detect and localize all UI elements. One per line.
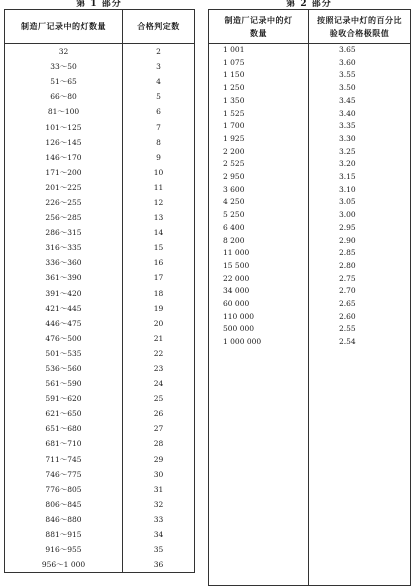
part1-acceptance-number-cell: 19 (153, 303, 164, 313)
part2-lamp-count-cell: 6 400 (209, 222, 309, 235)
part1-table-row (5, 346, 195, 361)
part1-lamp-count-cell: 336～360 (5, 255, 123, 270)
part1-acceptance-number-cell: 28 (153, 439, 164, 449)
part1-lamp-count-cell: 916～955 (5, 542, 123, 557)
part2-table-row (209, 158, 411, 171)
part1-table-row (5, 240, 195, 255)
part1-table-row (5, 270, 195, 285)
part1-table-row (5, 406, 195, 421)
part1-lamp-count-cell: 476～500 (5, 331, 123, 346)
part1-lamp-count-cell: 201～225 (5, 180, 123, 195)
part2-table-row (209, 222, 411, 235)
part2-lamp-count-cell: 1 350 (209, 95, 309, 108)
part2-acceptance-limit-cell: 3.10 (339, 184, 356, 194)
part1-table-row (5, 180, 195, 195)
part1-lamp-count-cell: 536～560 (5, 361, 123, 376)
part1-table-row (5, 286, 195, 301)
part1-acceptance-number-cell: 20 (153, 318, 164, 328)
part1-lamp-count-cell: 621～650 (5, 406, 123, 421)
part1-acceptance-number-cell: 13 (153, 213, 164, 223)
part1-lamp-count-cell: 81～100 (5, 104, 123, 119)
part1-acceptance-number-cell: 22 (153, 348, 164, 358)
part1-table-row (5, 361, 195, 376)
part1-table-row (5, 467, 195, 482)
part1-acceptance-number-cell: 4 (156, 77, 161, 87)
part2-table-row (209, 235, 411, 248)
part1-table-row (5, 316, 195, 331)
part2-acceptance-limit-cell: 2.60 (339, 311, 356, 321)
part2-acceptance-limit-cell: 3.15 (339, 172, 356, 182)
part1-lamp-count-cell: 171～200 (5, 165, 123, 180)
part2-lamp-count-cell: 1 700 (209, 120, 309, 133)
part2-acceptance-limit-cell: 3.30 (339, 133, 356, 143)
part1-lamp-count-cell: 101～125 (5, 119, 123, 134)
part1-table-row (5, 557, 195, 573)
part2-table-row (209, 171, 411, 184)
part1-table-row (5, 210, 195, 225)
part2-lamp-count-cell: 1 150 (209, 69, 309, 82)
part2-lamp-count-cell: 8 200 (209, 235, 309, 248)
part1-lamp-count-cell: 361～390 (5, 270, 123, 285)
part2-acceptance-limit-cell: 2.80 (339, 260, 356, 270)
part1-lamp-count-cell: 746～775 (5, 467, 123, 482)
part2-lamp-count-cell: 1 525 (209, 108, 309, 121)
part1-header-acceptance-number: 合格判定数 (123, 10, 195, 44)
part1-lamp-count-cell: 126～145 (5, 135, 123, 150)
part2-table-row (209, 95, 411, 108)
part2-lamp-count-cell: 11 000 (209, 247, 309, 260)
part2-acceptance-limit-cell: 2.85 (339, 248, 356, 258)
part2-acceptance-limit-cell: 2.70 (339, 286, 356, 296)
part1-table-row (5, 135, 195, 150)
part2-table-row (209, 209, 411, 222)
part1-table-row (5, 225, 195, 240)
part1-lamp-count-cell: 956～1 000 (5, 557, 123, 573)
part1-lamp-count-cell: 681～710 (5, 436, 123, 451)
part1-lamp-count-cell: 591～620 (5, 391, 123, 406)
part2-table-row (209, 146, 411, 159)
part1-table-row (5, 195, 195, 210)
part2-acceptance-limit-cell: 3.45 (339, 95, 356, 105)
part2-lamp-count-cell: 1 250 (209, 82, 309, 95)
part2-lamp-count-cell: 15 500 (209, 260, 309, 273)
part1-table-row (5, 301, 195, 316)
part1-acceptance-number-cell: 8 (156, 137, 161, 147)
part1-lamp-count-cell: 146～170 (5, 150, 123, 165)
part1-table-row (5, 376, 195, 391)
part2-empty-cell (209, 349, 309, 586)
part1-table-row (5, 482, 195, 497)
part2-lamp-count-cell: 1 001 (209, 44, 309, 57)
part1-table-row (5, 331, 195, 346)
part2-lamp-count-cell: 500 000 (209, 323, 309, 336)
part1-table-row (5, 74, 195, 89)
part1-acceptance-number-cell: 36 (153, 560, 164, 570)
part2-table-row (209, 184, 411, 197)
part2-table-row (209, 196, 411, 209)
part1-acceptance-number-cell: 12 (153, 197, 164, 207)
part1-acceptance-number-cell: 2 (156, 47, 161, 57)
part1-acceptance-number-cell: 25 (153, 394, 164, 404)
part1-table-row (5, 527, 195, 542)
part2-lamp-count-cell: 60 000 (209, 298, 309, 311)
part2-table-row (209, 285, 411, 298)
part1-table-row (5, 452, 195, 467)
part2-acceptance-limit-cell: 3.60 (339, 57, 356, 67)
part2-lamp-count-cell: 1 000 000 (209, 336, 309, 349)
part1-lamp-count-cell: 421～445 (5, 301, 123, 316)
part1-acceptance-number-cell: 17 (153, 273, 164, 283)
part2-lamp-count-cell: 2 200 (209, 146, 309, 159)
part2-title: 第 2 部分 (286, 0, 332, 9)
part1-acceptance-number-cell: 11 (153, 182, 164, 192)
part2-table-row (209, 311, 411, 324)
part1-acceptance-number-cell: 30 (153, 469, 164, 479)
part2-lamp-count-cell: 4 250 (209, 196, 309, 209)
part1-acceptance-number-cell: 10 (153, 167, 164, 177)
part2-lamp-count-cell: 22 000 (209, 273, 309, 286)
part1-acceptance-number-cell: 15 (153, 243, 164, 253)
part1-table-row (5, 512, 195, 527)
part2-acceptance-limit-cell: 2.95 (339, 222, 356, 232)
part2-table-row (209, 108, 411, 121)
part2-lamp-count-cell: 110 000 (209, 311, 309, 324)
part1-table-row (5, 104, 195, 119)
part1-acceptance-number-cell: 3 (156, 62, 161, 72)
part2-lamp-count-cell: 34 000 (209, 285, 309, 298)
part2-acceptance-limit-cell: 2.75 (339, 273, 356, 283)
part2-table-row (209, 247, 411, 260)
part1-acceptance-number-cell: 6 (156, 107, 161, 117)
part2-lamp-count-cell: 2 950 (209, 171, 309, 184)
part1-table (4, 9, 195, 573)
part1-lamp-count-cell: 881～915 (5, 527, 123, 542)
part1-acceptance-number-cell: 24 (153, 379, 164, 389)
part2-lamp-count-cell: 1 925 (209, 133, 309, 146)
part2-lamp-count-cell: 5 250 (209, 209, 309, 222)
part1-table-row (5, 59, 195, 74)
part2-table-row (209, 44, 411, 57)
part1-lamp-count-cell: 846～880 (5, 512, 123, 527)
part2-table-row (209, 57, 411, 70)
part1-acceptance-number-cell: 9 (156, 152, 161, 162)
part2-table-body (209, 44, 411, 586)
part2-table-row (209, 298, 411, 311)
part1-lamp-count-cell: 286～315 (5, 225, 123, 240)
part1-header-lamp-count: 制造厂记录中的灯数量 (5, 10, 123, 44)
part2-acceptance-limit-cell: 3.50 (339, 83, 356, 93)
part1-table-row (5, 421, 195, 436)
part2-acceptance-limit-cell: 3.25 (339, 146, 356, 156)
part1-table-row (5, 391, 195, 406)
part2-empty-space (209, 349, 411, 586)
part2-lamp-count-cell: 3 600 (209, 184, 309, 197)
part1-acceptance-number-cell: 16 (153, 258, 164, 268)
part1-lamp-count-cell: 501～535 (5, 346, 123, 361)
part1-lamp-count-cell: 806～845 (5, 497, 123, 512)
part2-table-row (209, 82, 411, 95)
part1-header-row (5, 10, 195, 44)
part1-table-body (5, 44, 195, 573)
part1-lamp-count-cell: 33～50 (5, 59, 123, 74)
part1-acceptance-number-cell: 5 (156, 92, 161, 102)
part2-acceptance-limit-cell: 3.20 (339, 159, 356, 169)
part1-lamp-count-cell: 51～65 (5, 74, 123, 89)
part1-acceptance-number-cell: 14 (153, 228, 164, 238)
part1-table-row (5, 89, 195, 104)
part1-lamp-count-cell: 256～285 (5, 210, 123, 225)
part2-header-row (209, 10, 411, 44)
part1-lamp-count-cell: 776～805 (5, 482, 123, 497)
part1-acceptance-number-cell: 32 (153, 499, 164, 509)
part2-acceptance-limit-cell: 3.05 (339, 197, 356, 207)
part1-table-row (5, 542, 195, 557)
part2-acceptance-limit-cell: 3.35 (339, 121, 356, 131)
part1-lamp-count-cell: 316～335 (5, 240, 123, 255)
part1-acceptance-number-cell: 27 (153, 424, 164, 434)
part2-table-row (209, 336, 411, 349)
part2-acceptance-limit-cell: 3.55 (339, 70, 356, 80)
part2-table-row (209, 69, 411, 82)
part1-lamp-count-cell: 66～80 (5, 89, 123, 104)
part1-acceptance-number-cell: 29 (153, 454, 164, 464)
part2-table-row (209, 273, 411, 286)
part2-lamp-count-cell: 2 525 (209, 158, 309, 171)
part2-table-row (209, 120, 411, 133)
part1-lamp-count-cell: 711～745 (5, 452, 123, 467)
part1-lamp-count-cell: 446～475 (5, 316, 123, 331)
part1-acceptance-number-cell: 18 (153, 288, 164, 298)
part1-lamp-count-cell: 226～255 (5, 195, 123, 210)
part1-table-row (5, 497, 195, 512)
part1-title: 第 1 部分 (76, 0, 122, 9)
part2-header-lamp-count: 制造厂记录中的灯数量 (209, 10, 309, 44)
part1-acceptance-number-cell: 26 (153, 409, 164, 419)
part2-acceptance-limit-cell: 2.55 (339, 324, 356, 334)
part1-acceptance-number-cell: 33 (153, 514, 164, 524)
part2-empty-cell (309, 349, 411, 586)
part2-table (208, 9, 411, 586)
part2-lamp-count-cell: 1 075 (209, 57, 309, 70)
part2-acceptance-limit-cell: 3.65 (339, 45, 356, 54)
part1-acceptance-number-cell: 31 (153, 484, 164, 494)
part2-acceptance-limit-cell: 2.54 (339, 337, 356, 347)
part1-table-row (5, 165, 195, 180)
part1-table-row (5, 255, 195, 270)
part2-table-row (209, 133, 411, 146)
part2-acceptance-limit-cell: 2.65 (339, 299, 356, 309)
part1-lamp-count-cell: 651～680 (5, 421, 123, 436)
part1-table-row (5, 150, 195, 165)
part2-acceptance-limit-cell: 3.00 (339, 210, 356, 220)
part1-acceptance-number-cell: 35 (153, 545, 164, 555)
part1-lamp-count-cell: 32 (5, 44, 123, 60)
part1-acceptance-number-cell: 23 (153, 364, 164, 374)
part2-acceptance-limit-cell: 3.40 (339, 108, 356, 118)
part1-lamp-count-cell: 391～420 (5, 286, 123, 301)
part1-acceptance-number-cell: 21 (153, 333, 164, 343)
part2-table-row (209, 260, 411, 273)
part1-table-row (5, 119, 195, 134)
part1-lamp-count-cell: 561～590 (5, 376, 123, 391)
part1-table-row (5, 436, 195, 451)
part1-acceptance-number-cell: 34 (153, 530, 164, 540)
part2-acceptance-limit-cell: 2.90 (339, 235, 356, 245)
part2-table-row (209, 323, 411, 336)
part1-acceptance-number-cell: 7 (156, 122, 161, 132)
part1-table-row (5, 44, 195, 60)
part2-header-acceptance-limit: 按照记录中灯的百分比验收合格极限值 (309, 10, 411, 44)
